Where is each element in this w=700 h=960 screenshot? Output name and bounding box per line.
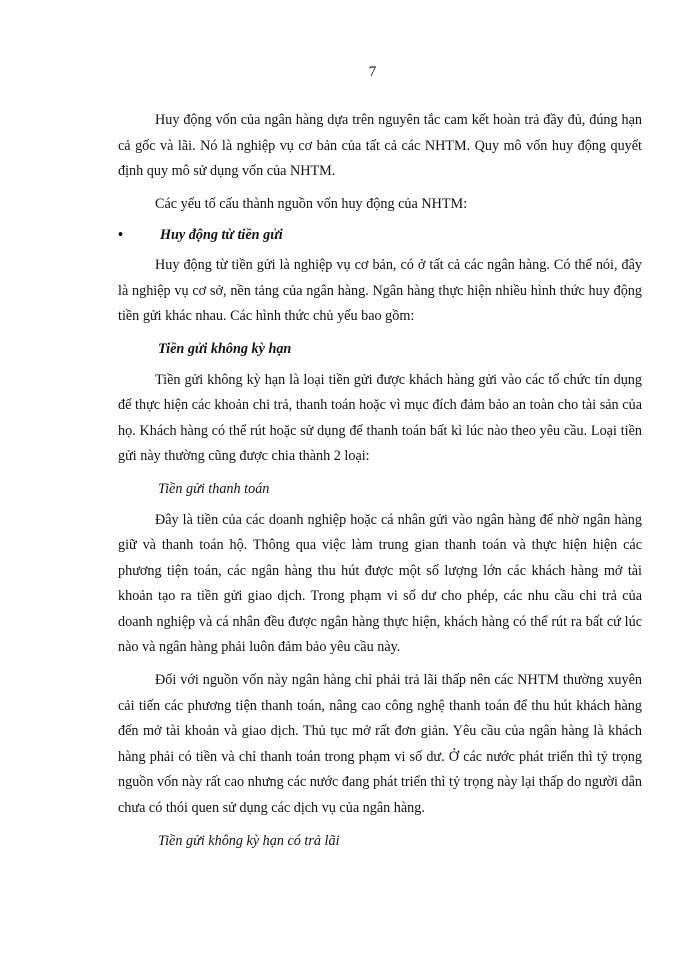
paragraph-deposit-mobilization: Huy động từ tiền gửi là nghiệp vụ cơ bản, có ở tất cả các ngân hàng. Có thể nói, đây là nghiệp vụ cơ sở, nền tảng của ngân hàng. Ngân hàng thực hiện nhiều hình thức huy động tiền gửi khác nhau. Các hình thức chủ yếu bao gồm: bbox=[118, 257, 642, 324]
paragraph-demand-deposits: Tiền gửi không kỳ hạn là loại tiền gửi được khách hàng gửi vào các tổ chức tín dụng để thực hiện các khoản chi trả, thanh toán hoặc vì mục đích đảm bảo an toàn cho tài sản của họ. Khách hàng có thể rút hoặc sử dụng để thanh toán bất kì lúc nào theo yêu cầu. Loại tiền gửi này thường cũng được chia thành 2 loại: bbox=[118, 371, 642, 464]
bullet-heading-deposits bbox=[118, 223, 642, 249]
paragraph-components-intro: Các yếu tố cấu thành nguồn vốn huy động của NHTM: bbox=[155, 196, 468, 212]
bullet-icon: • bbox=[118, 226, 123, 243]
heading-deposit-mobilization: Huy động từ tiền gửi bbox=[160, 226, 283, 243]
paragraph-low-interest: Đối với nguồn vốn này ngân hàng chỉ phải trả lãi thấp nên các NHTM thường xuyên cải tiến các phương tiện thanh toán, nâng cao công nghệ thanh toán để thu hút khách hàng đến mở tài khoản và giao dịch. Thủ tục mở rất đơn giản. Yêu cầu của ngân hàng là khách hàng phải có tiền và chỉ thanh toán trong phạm vi số dư. Ở các nước phát triển thì tỷ trọng nguồn vốn này rất cao nhưng các nước đang phát triển thì tỷ trọng này lại thấp do người dân chưa có thói quen sử dụng các dịch vụ của ngân hàng. bbox=[118, 672, 642, 816]
heading-demand-deposits: Tiền gửi không kỳ hạn bbox=[158, 341, 292, 357]
paragraph-payment-deposits: Đây là tiền của các doanh nghiệp hoặc cá nhân gửi vào ngân hàng để nhờ ngân hàng giữ và thanh toán hộ. Thông qua việc làm trung gian thanh toán và thực hiện hiện các phương tiện toán, các ngân hàng thu hút được một số lượng lớn các khách hàng mở tài khoản tạo ra tiền gửi giao dịch. Trong phạm vi số dư cho phép, các nhu cầu chi trả của doanh nghiệp và cá nhân đều được ngân hàng thực hiện, khách hàng có thể rút ra bất cứ lúc nào và ngân hàng phải luôn đảm bảo yêu cầu này. bbox=[118, 511, 642, 655]
heading-interest-demand-deposits: Tiền gửi không kỳ hạn có trả lãi bbox=[158, 832, 340, 849]
heading-payment-deposits: Tiền gửi thanh toán bbox=[158, 481, 270, 497]
paragraph-capital-mobilization: Huy động vốn của ngân hàng dựa trên nguyên tắc cam kết hoàn trả đầy đủ, đúng hạn cả gốc và lãi. Nó là nghiệp vụ cơ bản của tất cả các NHTM. Quy mô vốn huy động quyết định quy mô sử dụng vốn của NHTM. bbox=[118, 112, 642, 179]
page-content bbox=[118, 108, 642, 859]
page-number: 7 bbox=[368, 64, 377, 80]
